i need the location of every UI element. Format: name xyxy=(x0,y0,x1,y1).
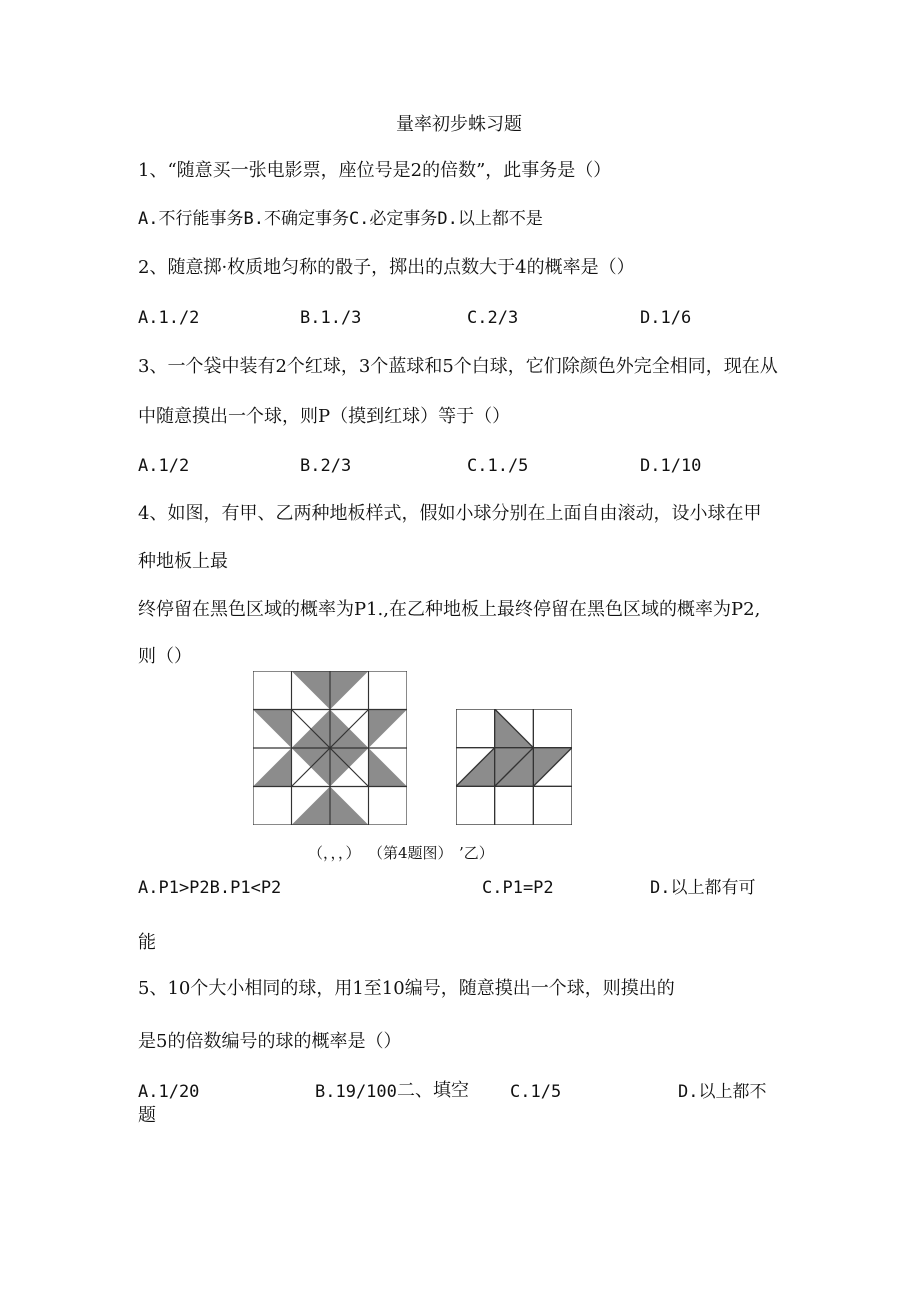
question-4-options-ab: A.P1>P2B.P1<P2 xyxy=(138,878,282,898)
question-5-option-a: A.1/20 xyxy=(138,1082,200,1102)
question-2-option-a: A.1./2 xyxy=(138,308,200,328)
question-5-option-d-wrap: 题 xyxy=(138,1105,156,1126)
question-3-option-c: C.1./5 xyxy=(467,456,529,476)
figure-caption: （第4题图） xyxy=(368,844,453,862)
question-4-stem-line2: 种地板上最 xyxy=(138,551,228,572)
question-4-option-d: D.以上都有可 xyxy=(650,878,756,898)
question-3-option-d: D.1/10 xyxy=(640,456,702,476)
question-5-option-c: C.1/5 xyxy=(510,1082,562,1102)
figure-caption-right: ’乙） xyxy=(459,844,494,862)
question-5-option-d: D.以上都不 xyxy=(678,1082,767,1102)
figure-caption-left: （，，，） xyxy=(308,844,361,862)
question-2-stem: 2、随意掷·枚质地匀称的骰子，掷出的点数大于4的概率是（） xyxy=(138,257,635,278)
floor-pattern-jia xyxy=(253,671,407,825)
question-1-options: A.不行能事务B.不确定事务C.必定事务D.以上都不是 xyxy=(138,209,543,229)
question-4-stem-line1: 4、如图，有甲、乙两种地板样式，假如小球分别在上面自由滚动，设小球在甲 xyxy=(138,503,762,524)
section-fill-blank: 二、填空 xyxy=(397,1080,469,1101)
question-2-option-b: B.1./3 xyxy=(300,308,362,328)
question-3-option-a: A.1/2 xyxy=(138,456,190,476)
question-1-stem: 1、“随意买一张电影票，座位号是2的倍数”，此事务是（） xyxy=(138,160,612,181)
question-3-stem-line1: 3、一个袋中装有2个红球，3个蓝球和5个白球，它们除颜色外完全相同，现在从 xyxy=(138,356,778,377)
floor-pattern-yi xyxy=(456,709,572,825)
page-title: 量率初步蛛习题 xyxy=(396,114,522,135)
question-5-stem-line2: 是5的倍数编号的球的概率是（） xyxy=(138,1031,402,1052)
question-2-option-c: C.2/3 xyxy=(467,308,519,328)
question-3-stem-line2: 中随意摸出一个球，则P（摸到红球）等于（） xyxy=(138,406,511,427)
question-3-option-b: B.2/3 xyxy=(300,456,352,476)
question-4-option-d-wrap: 能 xyxy=(138,932,156,953)
question-4-stem-line4: 则（） xyxy=(138,646,192,667)
question-4-stem-line3: 终停留在黑色区域的概率为P1.,在乙种地板上最终停留在黑色区域的概率为P2, xyxy=(138,599,761,620)
question-4-option-c: C.P1=P2 xyxy=(482,878,554,898)
question-5-stem-line1: 5、10个大小相同的球，用1至10编号，随意摸出一个球，则摸出的 xyxy=(138,978,675,999)
question-2-option-d: D.1/6 xyxy=(640,308,692,328)
question-5-option-b: B.19/100 xyxy=(315,1082,397,1102)
